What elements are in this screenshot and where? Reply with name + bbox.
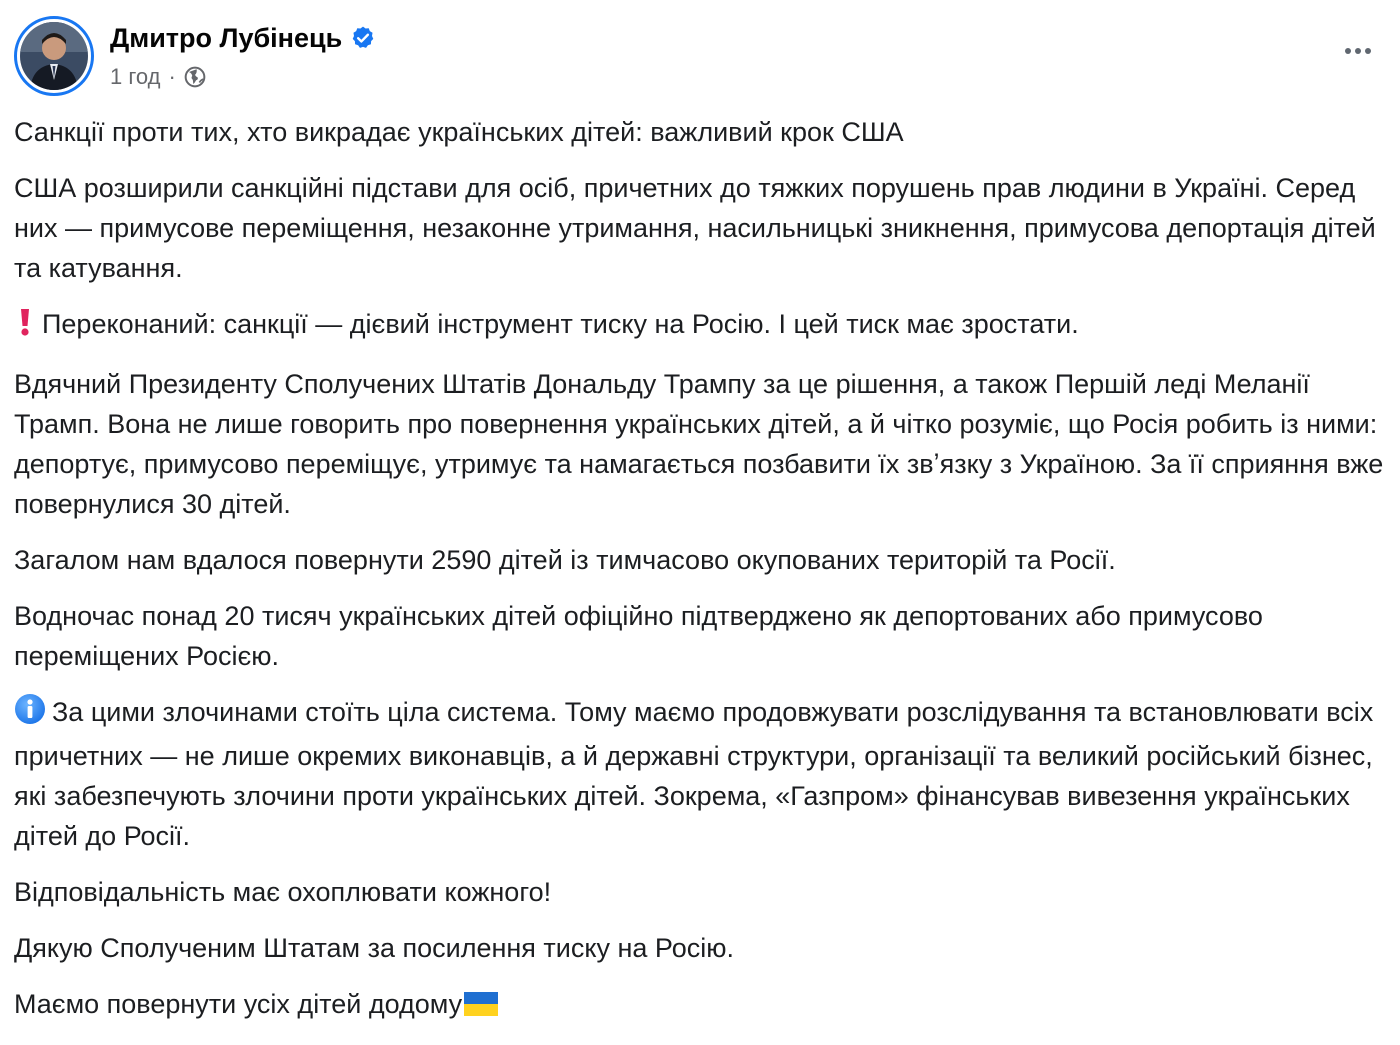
paragraph-text: Вдячний Президенту Сполучених Штатів Дональду Трампу за це рішення, а також Першій леді Меланії Трамп. Вона не лише говорить про повернення українських дітей, а й чітко розуміє, що Росія робить із ними: депортує, примусово переміщує, утримує та намагається позбавити їх звʼязку з Україною. За її сприяння вже повернулися 30 дітей. [14,369,1384,519]
exclamation-icon [14,307,36,348]
post-paragraph [14,596,1388,676]
paragraph-text: США розширили санкційні підстави для осіб, причетних до тяжких порушень прав людини в Україні. Серед них — примусове переміщення, незаконне утримання, насильницькі зникнення, примусова депортація дітей та катування. [14,173,1376,283]
info-icon [14,693,46,736]
profile-photo [20,22,88,90]
avatar[interactable] [14,16,94,96]
author-name[interactable]: Дмитро Лубінець [110,23,343,53]
post-meta [110,64,376,90]
paragraph-text: Маємо повернути усіх дітей додому [14,989,463,1019]
paragraph-text: Дякую Сполученим Штатам за посилення тиску на Росію. [14,933,734,963]
post-paragraph [14,692,1388,856]
globe-icon[interactable] [184,66,206,88]
post-header [14,16,1386,100]
paragraph-text: Санкції проти тих, хто викрадає українських дітей: важливий крок США [14,117,904,147]
post-paragraph [14,364,1388,524]
ukraine-flag-icon [464,987,498,1011]
post-paragraph [14,872,1388,912]
post-timestamp[interactable]: 1 год [110,64,161,89]
meta-separator: · [168,64,176,89]
post-paragraph [14,304,1388,348]
author-row [110,22,376,54]
person-silhouette-icon [20,22,88,90]
author-block [110,22,376,90]
verified-badge-icon [350,25,376,51]
more-options-icon [1345,48,1351,54]
paragraph-text: Відповідальність має охоплювати кожного! [14,877,552,907]
post-paragraph [14,540,1388,580]
post-paragraph [14,928,1388,968]
post-paragraph [14,112,1388,152]
post-paragraph [14,168,1388,288]
paragraph-text: Водночас понад 20 тисяч українських дітей офіційно підтверджено як депортованих або примусово переміщених Росією. [14,601,1263,671]
paragraph-text: Переконаний: санкції — дієвий інструмент тиску на Росію. І цей тиск має зростати. [42,309,1079,339]
post-paragraph [14,984,1388,1024]
more-options-button[interactable] [1336,36,1380,66]
paragraph-text: Загалом нам вдалося повернути 2590 дітей із тимчасово окупованих територій та Росії. [14,545,1116,575]
post-body [14,112,1388,1040]
paragraph-text: За цими злочинами стоїть ціла система. Тому маємо продовжувати розслідування та встановлювати всіх причетних — не лише окремих виконавців, а й державні структури, організації та великий російський бізнес, які забезпечують злочини проти українських дітей. Зокрема, «Газпром» фінансував вивезення українських дітей до Росії. [14,697,1374,851]
